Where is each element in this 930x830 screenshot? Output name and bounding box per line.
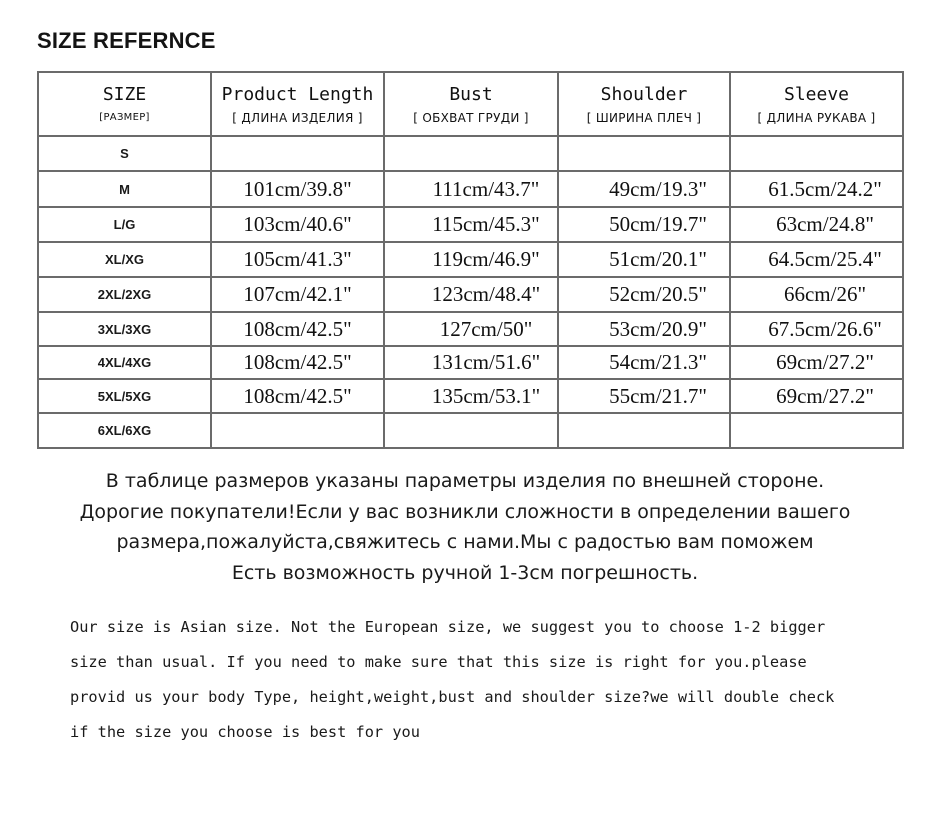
page-title: SIZE REFERNCE: [37, 28, 216, 53]
length-cell: 108cm/42.5": [211, 312, 384, 346]
header-bust-en: Bust: [449, 83, 493, 105]
shoulder-cell: [558, 413, 730, 448]
length-cell: 103cm/40.6": [211, 207, 384, 242]
table-row: [38, 413, 903, 448]
size-cell: 3XL/3XG: [38, 312, 211, 346]
shoulder-cell: 49cm/19.3": [558, 171, 730, 207]
header-shoulder: [558, 72, 730, 136]
en-note-line: size than usual. If you need to make sure that this size is right for you.please: [70, 653, 807, 671]
table-row: [38, 136, 903, 171]
ru-note-line: Дорогие покупатели!Если у вас возникли сложности в определении вашего: [79, 500, 851, 523]
header-sleeve-ru: [ ДЛИНА РУКАВА ]: [757, 110, 876, 125]
header-shoulder-en: Shoulder: [600, 83, 688, 105]
sleeve-cell: 61.5cm/24.2": [730, 171, 903, 207]
shoulder-cell: 55cm/21.7": [558, 379, 730, 413]
size-cell: XL/XG: [38, 242, 211, 277]
shoulder-cell: 50cm/19.7": [558, 207, 730, 242]
bust-cell: 127cm/50": [384, 312, 558, 346]
length-cell: 108cm/42.5": [211, 346, 384, 379]
size-cell: M: [38, 171, 211, 207]
bust-cell: [384, 413, 558, 448]
header-bust-ru: [ ОБХВАТ ГРУДИ ]: [413, 110, 529, 125]
russian-notes: [0, 466, 930, 588]
shoulder-cell: 53cm/20.9": [558, 312, 730, 346]
ru-note-line: Есть возможность ручной 1-3см погрешность.: [231, 561, 699, 584]
bust-cell: 135cm/53.1": [384, 379, 558, 413]
length-cell: 108cm/42.5": [211, 379, 384, 413]
header-bust: [384, 72, 558, 136]
size-cell: 2XL/2XG: [38, 277, 211, 312]
size-cell: 5XL/5XG: [38, 379, 211, 413]
shoulder-cell: 52cm/20.5": [558, 277, 730, 312]
sleeve-cell: 66cm/26": [730, 277, 903, 312]
table-row: [38, 312, 903, 346]
shoulder-cell: 51cm/20.1": [558, 242, 730, 277]
size-cell: 4XL/4XG: [38, 346, 211, 379]
table-row: [38, 379, 903, 413]
length-cell: 107cm/42.1": [211, 277, 384, 312]
length-cell: [211, 136, 384, 171]
table-row: [38, 346, 903, 379]
header-size: [38, 72, 211, 136]
size-cell: 6XL/6XG: [38, 413, 211, 448]
table-row: [38, 171, 903, 207]
table-row: [38, 207, 903, 242]
bust-cell: 115cm/45.3": [384, 207, 558, 242]
english-notes: [70, 610, 834, 750]
en-note-line: Our size is Asian size. Not the European size, we suggest you to choose 1-2 bigger: [70, 618, 826, 636]
bust-cell: 119cm/46.9": [384, 242, 558, 277]
length-cell: 101cm/39.8": [211, 171, 384, 207]
en-note-line: provid us your body Type, height,weight,bust and shoulder size?we will double check: [70, 688, 835, 706]
en-note-line: if the size you choose is best for you: [70, 723, 420, 741]
bust-cell: 123cm/48.4": [384, 277, 558, 312]
shoulder-cell: 54cm/21.3": [558, 346, 730, 379]
header-shoulder-ru: [ ШИРИНА ПЛЕЧ ]: [586, 110, 702, 125]
header-sleeve-en: Sleeve: [783, 83, 850, 105]
bust-cell: 131cm/51.6": [384, 346, 558, 379]
header-length: [211, 72, 384, 136]
length-cell: 105cm/41.3": [211, 242, 384, 277]
size-cell: L/G: [38, 207, 211, 242]
length-cell: [211, 413, 384, 448]
table-row: [38, 277, 903, 312]
header-size-ru: [РАЗМЕР]: [99, 111, 150, 123]
bust-cell: 111cm/43.7": [384, 171, 558, 207]
bust-cell: [384, 136, 558, 171]
ru-note-line: размера,пожалуйста,свяжитесь с нами.Мы с радостью вам поможем: [116, 531, 814, 553]
sleeve-cell: 69cm/27.2": [730, 379, 903, 413]
sleeve-cell: 63cm/24.8": [730, 207, 903, 242]
header-size-en: SIZE: [102, 83, 147, 105]
header-sleeve: [730, 72, 903, 136]
size-table: [37, 71, 904, 449]
ru-note-line: В таблице размеров указаны параметры изделия по внешней стороне.: [105, 470, 825, 492]
size-cell: S: [38, 136, 211, 171]
header-length-ru: [ ДЛИНА ИЗДЕЛИЯ ]: [232, 110, 363, 125]
sleeve-cell: 64.5cm/25.4": [730, 242, 903, 277]
table-row: [38, 242, 903, 277]
sleeve-cell: [730, 136, 903, 171]
sleeve-cell: 69cm/27.2": [730, 346, 903, 379]
header-length-en: Product Length: [221, 83, 374, 105]
table-header-row: [38, 72, 903, 136]
shoulder-cell: [558, 136, 730, 171]
sleeve-cell: [730, 413, 903, 448]
sleeve-cell: 67.5cm/26.6": [730, 312, 903, 346]
